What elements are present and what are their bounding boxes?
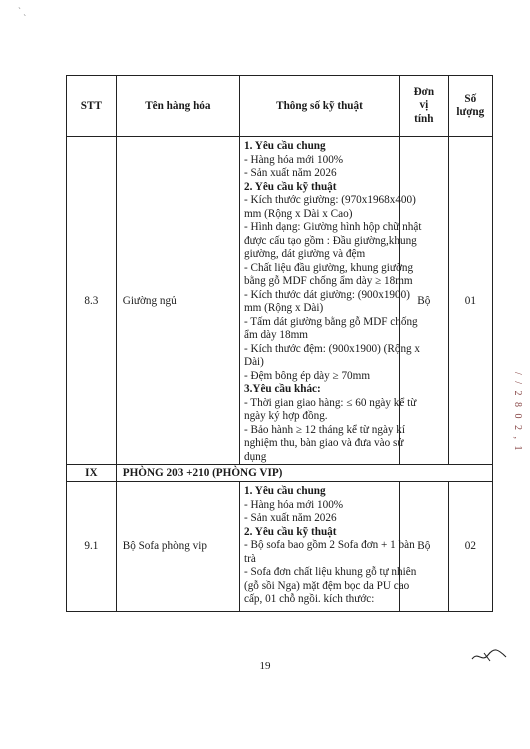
spec-line: - Đệm bông ép dày ≥ 70mm xyxy=(243,369,371,382)
page-number: 19 xyxy=(259,660,271,672)
header-name: Tên hàng hóa xyxy=(116,76,239,137)
spec-line: - Hàng hóa mới 100% xyxy=(243,153,344,166)
section-stt: IX xyxy=(67,465,117,482)
row-unit: Bộ xyxy=(400,137,449,465)
row-qty: 02 xyxy=(448,482,492,612)
spec-line: - Chất liệu đầu giường, khung giường xyxy=(243,261,414,274)
spec-line: mm (Rộng x Dài) xyxy=(243,302,324,314)
spec-line: cấp, 01 chỗ ngồi. kích thước: xyxy=(243,593,375,605)
spec-line: - Hình dạng: Giường hình hộp chữ nhật xyxy=(243,221,422,233)
spec-line: - Bộ sofa bao gồm 2 Sofa đơn + 1 bàn xyxy=(243,539,415,551)
header-unit-line: tính xyxy=(414,112,434,125)
header-unit xyxy=(400,76,449,137)
header-qty xyxy=(448,76,492,137)
spec-heading: 2. Yêu cầu kỹ thuật xyxy=(243,525,337,538)
margin-stamp: / / 2 8 0 2 , 1 xyxy=(512,372,523,453)
header-row xyxy=(67,76,493,137)
spec-line: - Kích thước dát giường: (900x1900) xyxy=(243,288,410,301)
spec-table xyxy=(66,75,493,612)
spec-line: - Tấm dát giường bằng gỗ MDF chống xyxy=(243,315,418,328)
row-qty: 01 xyxy=(448,137,492,465)
header-qty-line: Số xyxy=(464,92,477,105)
spec-line: - Sản xuất năm 2026 xyxy=(243,167,337,179)
row-spec xyxy=(239,137,422,465)
spec-line: - Hàng hóa mới 100% xyxy=(243,498,344,511)
section-row xyxy=(67,465,493,482)
spec-heading: 1. Yêu cầu chung xyxy=(243,140,326,152)
spec-line: - Bảo hành ≥ 12 tháng kể từ ngày kí xyxy=(243,423,406,436)
spec-line: dụng xyxy=(243,450,267,463)
row-name: Giường ngủ xyxy=(116,137,239,465)
scan-mark: ˋ ˎ xyxy=(18,6,27,16)
spec-line: được cấu tạo gồm : Đầu giường,khung xyxy=(243,234,417,247)
row-stt: 8.3 xyxy=(67,137,117,465)
header-qty-line: lượng xyxy=(456,106,485,118)
spec-line: trà xyxy=(243,552,256,565)
header-stt: STT xyxy=(67,76,117,137)
spec-lines xyxy=(243,140,422,464)
row-spec xyxy=(239,482,417,612)
spec-line: - Thời gian giao hàng: ≤ 60 ngày kể từ xyxy=(243,396,417,409)
spec-line: ngày ký hợp đồng. xyxy=(243,410,328,422)
row-unit: Bộ xyxy=(400,482,449,612)
spec-heading: 3.Yêu cầu khác: xyxy=(243,383,321,395)
spec-line: - Sofa đơn chất liệu khung gỗ tự nhiên xyxy=(243,566,417,578)
spec-line: bằng gỗ MDF chống ẩm dày ≥ 18mm xyxy=(243,275,413,287)
spec-line: - Kích thước giường: (970x1968x400) xyxy=(243,194,416,206)
spec-line: mm (Rộng x Dài x Cao) xyxy=(243,207,353,220)
section-title: PHÒNG 203 +210 (PHÒNG VIP) xyxy=(116,465,492,482)
table-row xyxy=(67,482,493,612)
header-unit-line: vị xyxy=(419,99,429,112)
row-stt: 9.1 xyxy=(67,482,117,612)
row-name: Bộ Sofa phòng vip xyxy=(116,482,239,612)
spec-heading: 1. Yêu cầu chung xyxy=(243,485,326,497)
spec-line: ẩm dày 18mm xyxy=(243,329,308,341)
spec-line: Dài) xyxy=(243,356,264,368)
spec-line: - Sản xuất năm 2026 xyxy=(243,512,337,524)
spec-lines xyxy=(243,485,417,607)
spec-line: (gỗ sồi Nga) mặt đệm bọc da PU cao xyxy=(243,579,410,592)
header-spec: Thông số kỹ thuật xyxy=(239,76,399,137)
spec-line: nghiệm thu, bàn giao và đưa vào sử xyxy=(243,437,404,449)
spec-heading: 2. Yêu cầu kỹ thuật xyxy=(243,180,337,193)
header-unit-line: Đơn xyxy=(413,85,435,98)
spec-line: - Kích thước đệm: (900x1900) (Rộng x xyxy=(243,342,421,355)
spec-line: giường, dát giường và đệm xyxy=(243,248,366,260)
table-row xyxy=(67,137,493,465)
